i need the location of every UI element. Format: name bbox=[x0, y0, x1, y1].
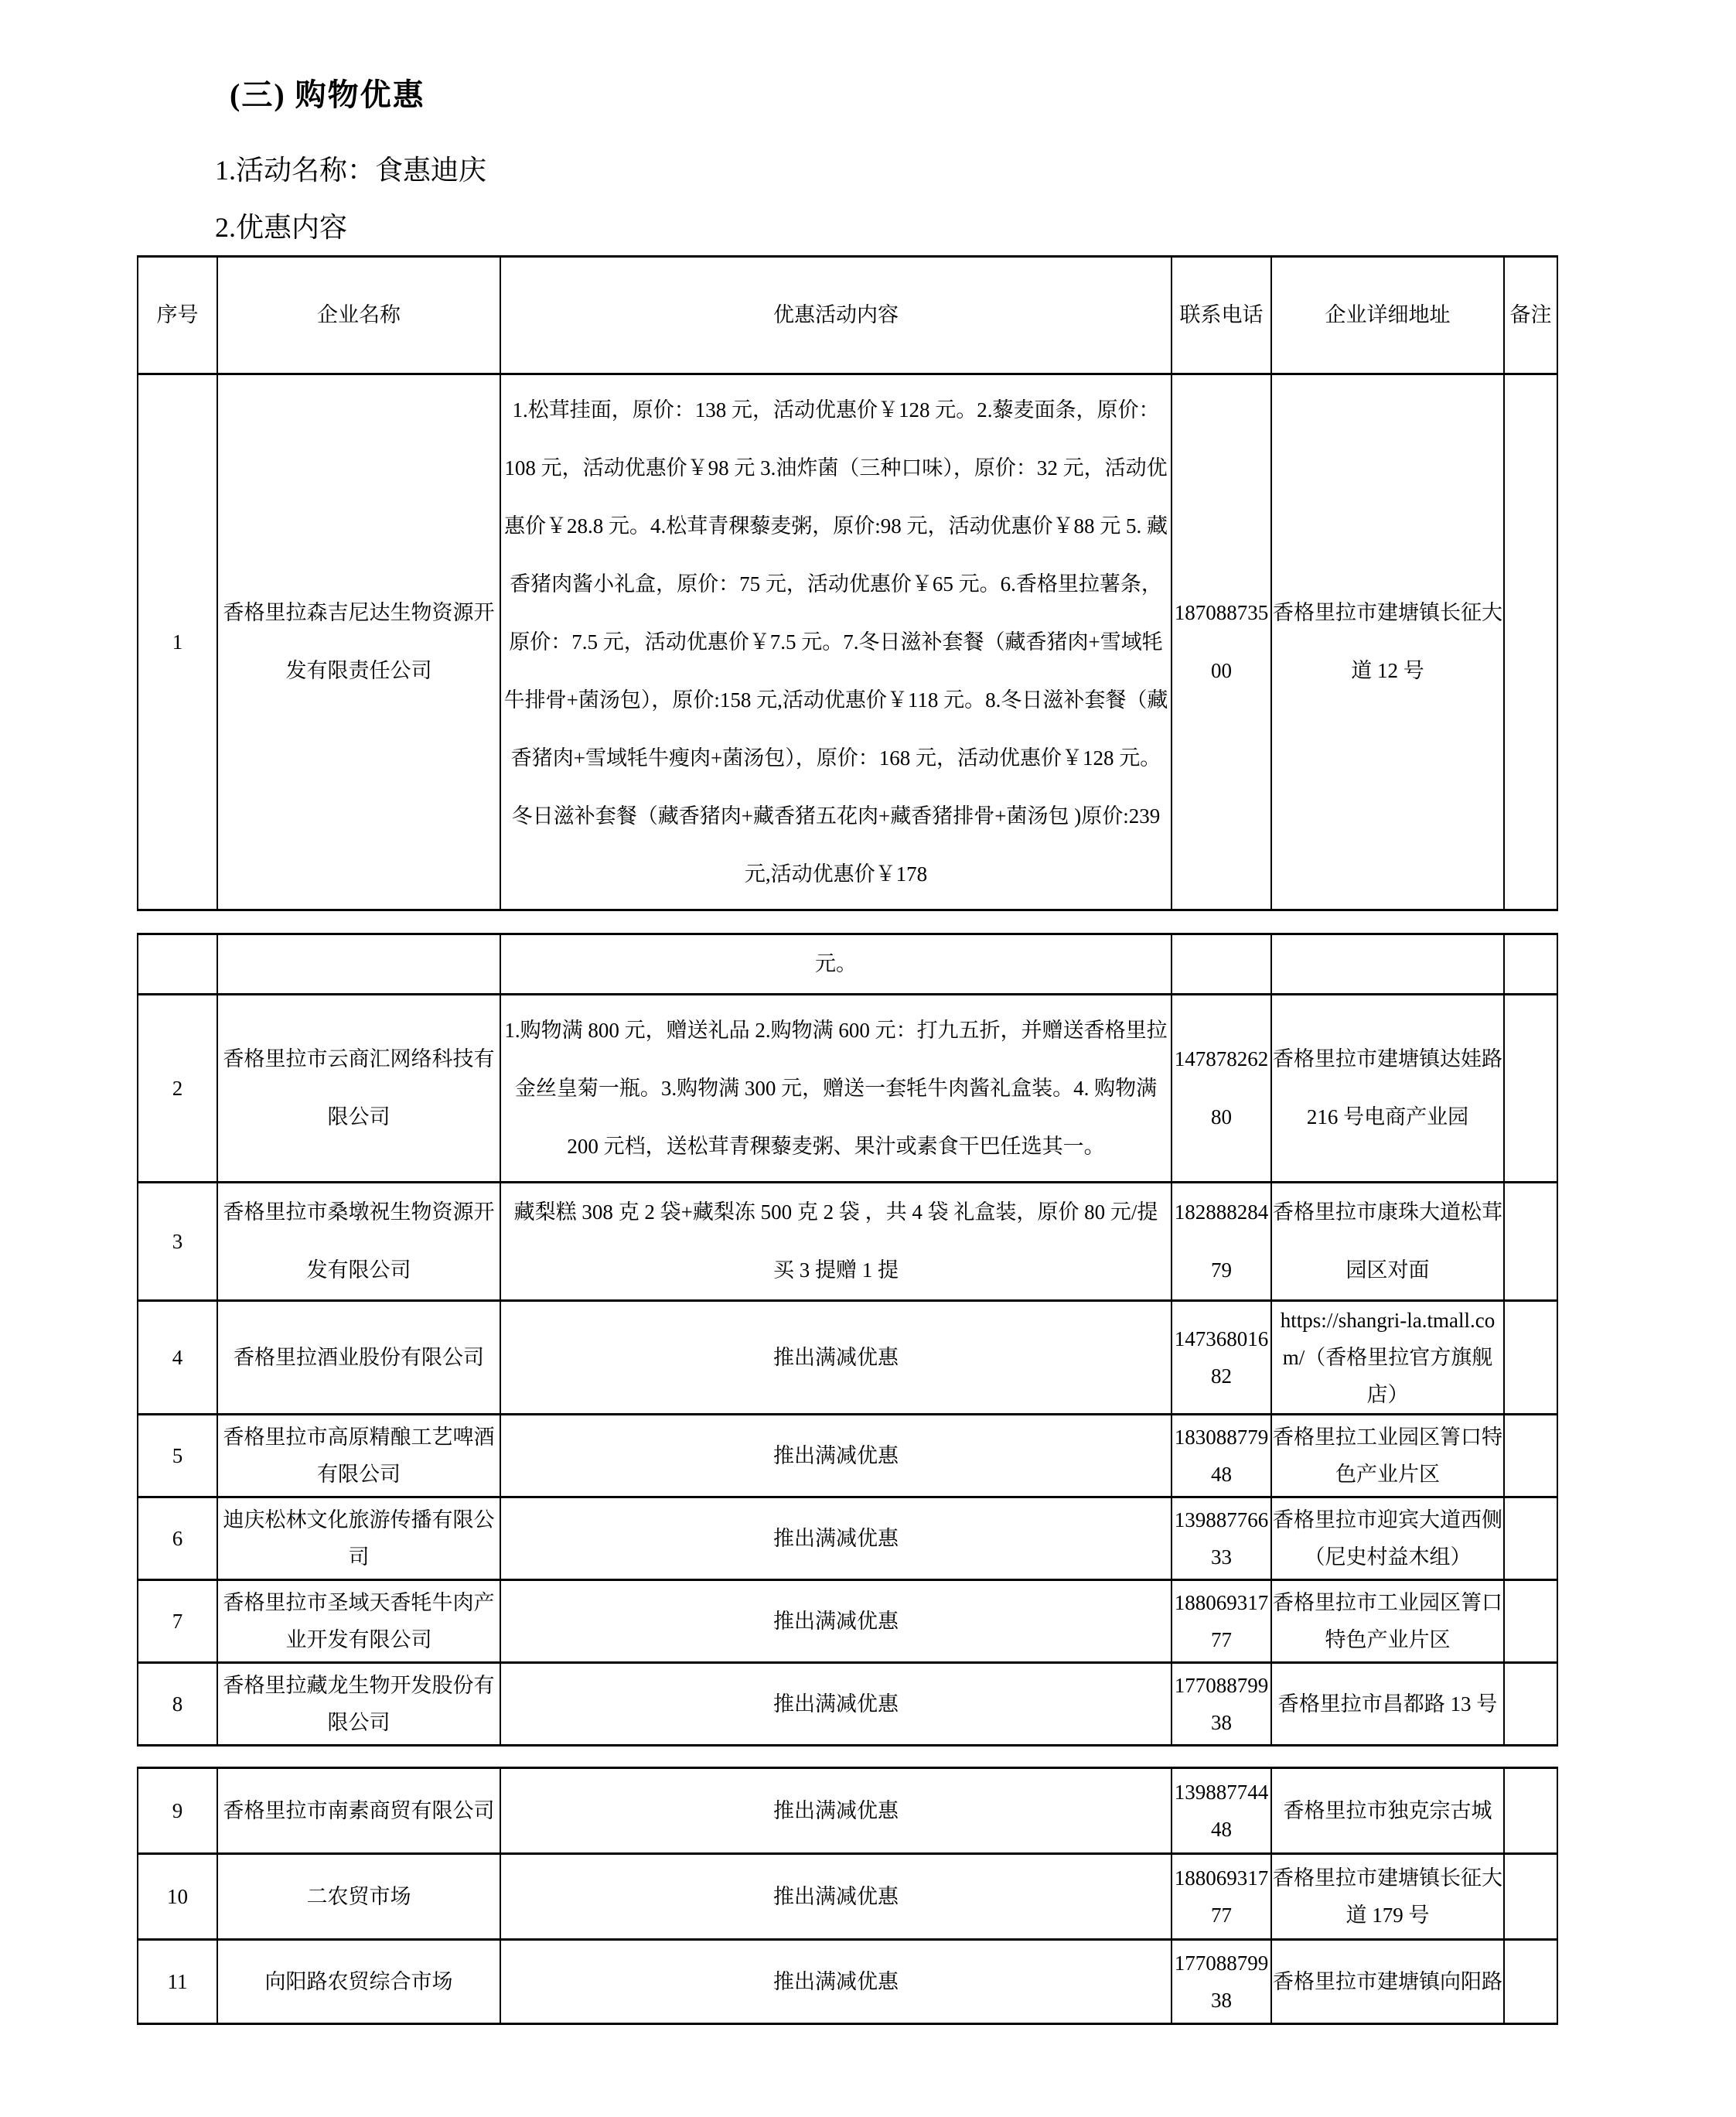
row-company bbox=[217, 934, 500, 995]
table-row bbox=[138, 1580, 1557, 1663]
row-phone: 14736801682 bbox=[1172, 1301, 1271, 1415]
row-address: 香格里拉市建塘镇向阳路 bbox=[1271, 1940, 1504, 2024]
table-row bbox=[138, 1663, 1557, 1746]
row-company: 向阳路农贸综合市场 bbox=[217, 1940, 500, 2024]
row-phone bbox=[1172, 934, 1271, 995]
row-note bbox=[1504, 1497, 1557, 1580]
row-note bbox=[1504, 1183, 1557, 1301]
table-row bbox=[138, 1301, 1557, 1415]
header-phone: 联系电话 bbox=[1172, 257, 1271, 374]
row-company: 香格里拉酒业股份有限公司 bbox=[217, 1301, 500, 1415]
row-phone: 18708873500 bbox=[1172, 374, 1271, 910]
row-seq: 11 bbox=[138, 1940, 217, 2024]
table-row bbox=[138, 1940, 1557, 2024]
row-address: 香格里拉市建塘镇达娃路 216 号电商产业园 bbox=[1271, 995, 1504, 1183]
row-note bbox=[1504, 1580, 1557, 1663]
row-seq: 8 bbox=[138, 1663, 217, 1746]
row-company: 迪庆松林文化旅游传播有限公司 bbox=[217, 1497, 500, 1580]
table-row bbox=[138, 995, 1557, 1183]
row-note bbox=[1504, 1940, 1557, 2024]
row-phone: 18308877948 bbox=[1172, 1415, 1271, 1497]
row-seq: 10 bbox=[138, 1854, 217, 1940]
header-note: 备注 bbox=[1504, 257, 1557, 374]
row-content: 1.松茸挂面，原价：138 元，活动优惠价￥128 元。2.藜麦面条，原价：108 元，活动优惠价￥98 元 3.油炸菌（三种口味），原价：32 元，活动优惠价￥28.8 元。4.松茸青稞藜麦粥，原价:98 元，活动优惠价￥88 元 5. 藏香猪肉酱小礼盒，原价：75 元，活动优惠价￥65 元。6.香格里拉薯条，原价：7.5 元，活动优惠价￥7.5 元。7.冬日滋补套餐（藏香猪肉+雪域牦牛排骨+菌汤包），原价:158 元,活动优惠价￥118 元。8.冬日滋补套餐（藏香猪肉+雪域牦牛瘦肉+菌汤包），原价：168 元，活动优惠价￥128 元。冬日滋补套餐（藏香猪肉+藏香猪五花肉+藏香猪排骨+菌汤包 )原价:239 元,活动优惠价￥178 bbox=[500, 374, 1172, 910]
row-company: 香格里拉市云商汇网络科技有限公司 bbox=[217, 995, 500, 1183]
row-content: 1.购物满 800 元，赠送礼品 2.购物满 600 元：打九五折，并赠送香格里拉金丝皇菊一瓶。3.购物满 300 元，赠送一套牦牛肉酱礼盒装。4. 购物满 200 元档，送松茸青稞藜麦粥、果汁或素食干巴任选其一。 bbox=[500, 995, 1172, 1183]
row-seq bbox=[138, 934, 217, 995]
row-phone: 18288828479 bbox=[1172, 1183, 1271, 1301]
table-row bbox=[138, 1183, 1557, 1301]
row-phone: 13988774448 bbox=[1172, 1768, 1271, 1854]
row-content: 推出满减优惠 bbox=[500, 1854, 1172, 1940]
table-row bbox=[138, 1854, 1557, 1940]
row-content: 推出满减优惠 bbox=[500, 1415, 1172, 1497]
row-company: 香格里拉市圣域天香牦牛肉产业开发有限公司 bbox=[217, 1580, 500, 1663]
row-note bbox=[1504, 1663, 1557, 1746]
row-content: 推出满减优惠 bbox=[500, 1663, 1172, 1746]
row-seq: 5 bbox=[138, 1415, 217, 1497]
table-row bbox=[138, 1415, 1557, 1497]
table-continuation-row bbox=[138, 934, 1557, 995]
header-company: 企业名称 bbox=[217, 257, 500, 374]
row-note bbox=[1504, 1301, 1557, 1415]
row-seq: 4 bbox=[138, 1301, 217, 1415]
discount-table-segment-1 bbox=[137, 255, 1558, 911]
row-content: 推出满减优惠 bbox=[500, 1580, 1172, 1663]
row-company: 香格里拉藏龙生物开发股份有限公司 bbox=[217, 1663, 500, 1746]
row-content: 推出满减优惠 bbox=[500, 1497, 1172, 1580]
row-note bbox=[1504, 995, 1557, 1183]
row-phone: 13988776633 bbox=[1172, 1497, 1271, 1580]
row-content: 推出满减优惠 bbox=[500, 1940, 1172, 2024]
row-company: 香格里拉森吉尼达生物资源开发有限责任公司 bbox=[217, 374, 500, 910]
row-address: 香格里拉市工业园区箐口特色产业片区 bbox=[1271, 1580, 1504, 1663]
row-address: 香格里拉市建塘镇长征大道 12 号 bbox=[1271, 374, 1504, 910]
header-content: 优惠活动内容 bbox=[500, 257, 1172, 374]
row-content-continuation: 元。 bbox=[500, 934, 1172, 995]
row-seq: 6 bbox=[138, 1497, 217, 1580]
row-phone: 14787826280 bbox=[1172, 995, 1271, 1183]
header-address: 企业详细地址 bbox=[1271, 257, 1504, 374]
row-seq: 2 bbox=[138, 995, 217, 1183]
row-address: 香格里拉市康珠大道松茸园区对面 bbox=[1271, 1183, 1504, 1301]
row-seq: 9 bbox=[138, 1768, 217, 1854]
row-address: 香格里拉市昌都路 13 号 bbox=[1271, 1663, 1504, 1746]
row-address: 香格里拉工业园区箐口特色产业片区 bbox=[1271, 1415, 1504, 1497]
discount-table-segment-2 bbox=[137, 933, 1558, 1747]
header-seq: 序号 bbox=[138, 257, 217, 374]
row-seq: 1 bbox=[138, 374, 217, 910]
row-company: 香格里拉市南素商贸有限公司 bbox=[217, 1768, 500, 1854]
row-phone: 18806931777 bbox=[1172, 1854, 1271, 1940]
activity-name-line: 1.活动名称：食惠迪庆 bbox=[215, 155, 487, 186]
row-note bbox=[1504, 934, 1557, 995]
row-address: 香格里拉市独克宗古城 bbox=[1271, 1768, 1504, 1854]
row-seq: 7 bbox=[138, 1580, 217, 1663]
row-company: 香格里拉市桑墩祝生物资源开发有限公司 bbox=[217, 1183, 500, 1301]
row-address: https://shangri-la.tmall.com/（香格里拉官方旗舰店） bbox=[1271, 1301, 1504, 1415]
section-heading: (三) 购物优惠 bbox=[230, 77, 425, 112]
table-row bbox=[138, 374, 1557, 910]
table-row bbox=[138, 1497, 1557, 1580]
row-address: 香格里拉市建塘镇长征大道 179 号 bbox=[1271, 1854, 1504, 1940]
row-content: 推出满减优惠 bbox=[500, 1768, 1172, 1854]
discount-table-segment-3 bbox=[137, 1767, 1558, 2025]
table-header-row bbox=[138, 257, 1557, 374]
row-note bbox=[1504, 1854, 1557, 1940]
row-note bbox=[1504, 374, 1557, 910]
row-company: 香格里拉市高原精酿工艺啤酒有限公司 bbox=[217, 1415, 500, 1497]
row-address bbox=[1271, 934, 1504, 995]
row-note bbox=[1504, 1768, 1557, 1854]
row-address: 香格里拉市迎宾大道西侧（尼史村益木组） bbox=[1271, 1497, 1504, 1580]
table-row bbox=[138, 1768, 1557, 1854]
discount-content-line: 2.优惠内容 bbox=[215, 212, 348, 243]
row-content: 藏梨糕 308 克 2 袋+藏梨冻 500 克 2 袋 ，共 4 袋 礼盒装，原价 80 元/提 买 3 提赠 1 提 bbox=[500, 1183, 1172, 1301]
row-note bbox=[1504, 1415, 1557, 1497]
row-phone: 17708879938 bbox=[1172, 1940, 1271, 2024]
row-content: 推出满减优惠 bbox=[500, 1301, 1172, 1415]
row-seq: 3 bbox=[138, 1183, 217, 1301]
row-phone: 17708879938 bbox=[1172, 1663, 1271, 1746]
row-phone: 18806931777 bbox=[1172, 1580, 1271, 1663]
row-company: 二农贸市场 bbox=[217, 1854, 500, 1940]
